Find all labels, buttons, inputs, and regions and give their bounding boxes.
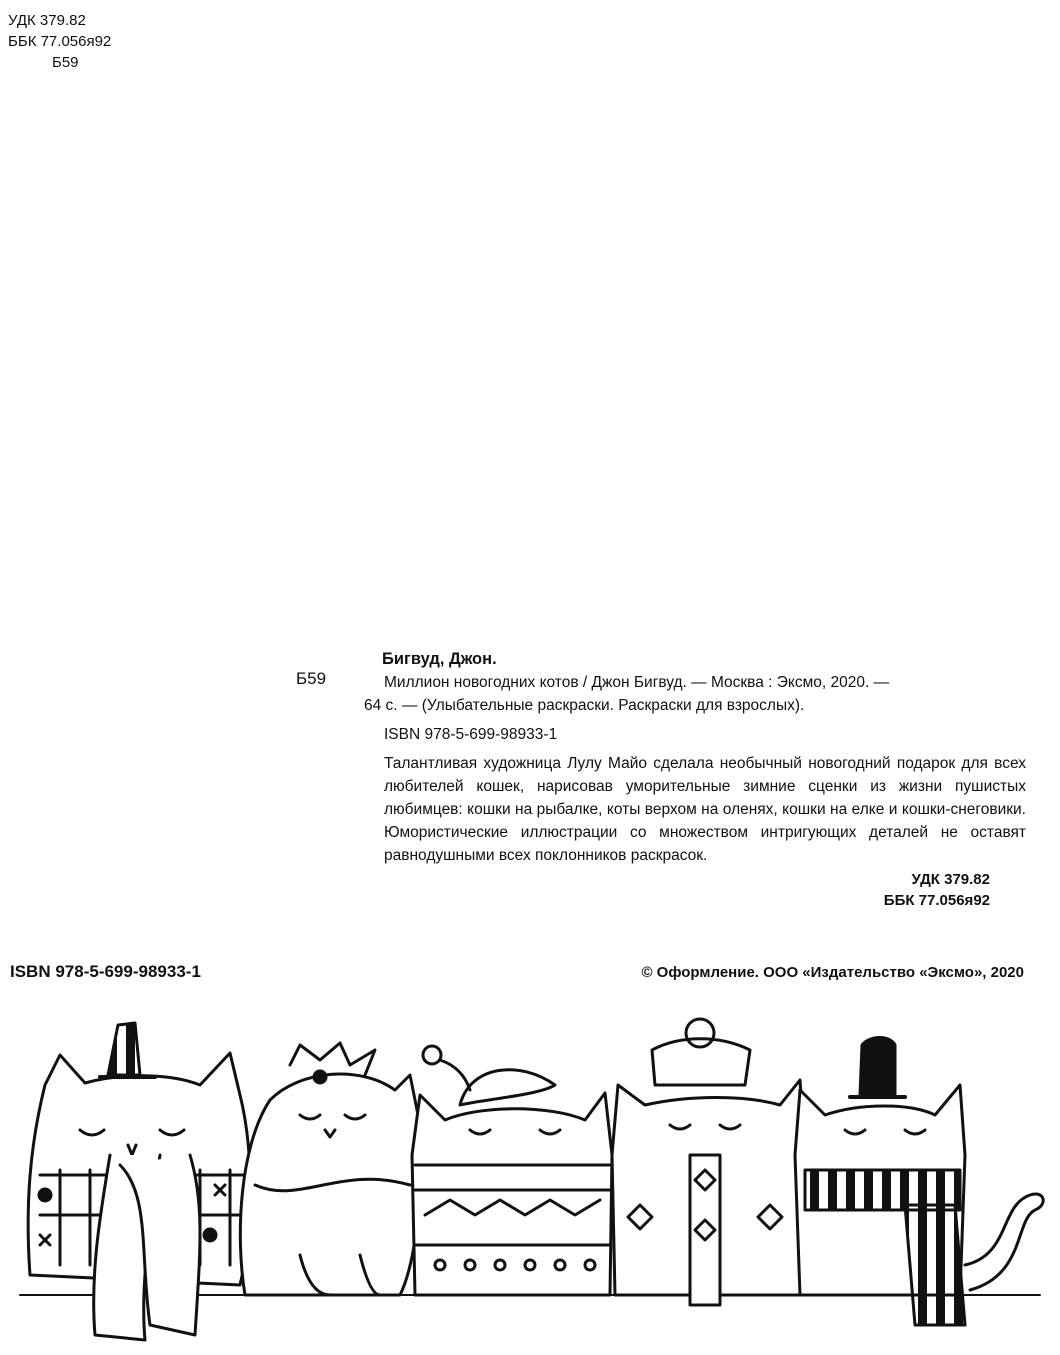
catalog-bbk: ББК 77.056я92 [883,892,990,909]
cat-5 [795,1038,1043,1326]
catalog-title: Миллион новогодних котов / Джон Бигвуд. — Москва : Эксмо, 2020. — [384,674,890,691]
cat-3 [412,1046,612,1295]
catalog-annotation: Талантливая художница Лулу Майо сделала необычный новогодний подарок для всех любителей кошек, нарисовав уморительные зимние сценки из жизни пушистых любимцев: кошки на рыбалке, коты верхом на оленях, кошки на елке и кошки-снеговики. Юмористические иллюстрации со множеством интригующих деталей не оставят равнодушными всех поклонников раскрасок. [384,755,1026,864]
catalog-author-code: Б59 [296,669,327,688]
catalog-udk: УДК 379.82 [911,871,990,888]
cat-2 [240,1043,421,1295]
header-bbk: ББК 77.056я92 [8,33,112,50]
header-codes [8,10,111,73]
cat-4 [612,1019,805,1305]
catalog-codes [384,869,1026,911]
catalog-series: 64 с. — (Улыбательные раскраски. Раскраски для взрослых). [364,697,805,714]
header-udk: УДК 379.82 [8,12,86,29]
catalog-author: Бигвуд, Джон. [382,650,497,668]
cats-illustration [0,1005,1060,1355]
header-author-code: Б59 [52,54,79,71]
catalog-card [364,648,1026,911]
catalog-isbn: ISBN 978-5-699-98933-1 [384,726,558,743]
cat-1 [28,1023,250,1340]
footer-isbn: ISBN 978-5-699-98933-1 [10,962,201,981]
footer-copyright: © Оформление. ООО «Издательство «Эксмо», 2020 [641,964,1024,981]
